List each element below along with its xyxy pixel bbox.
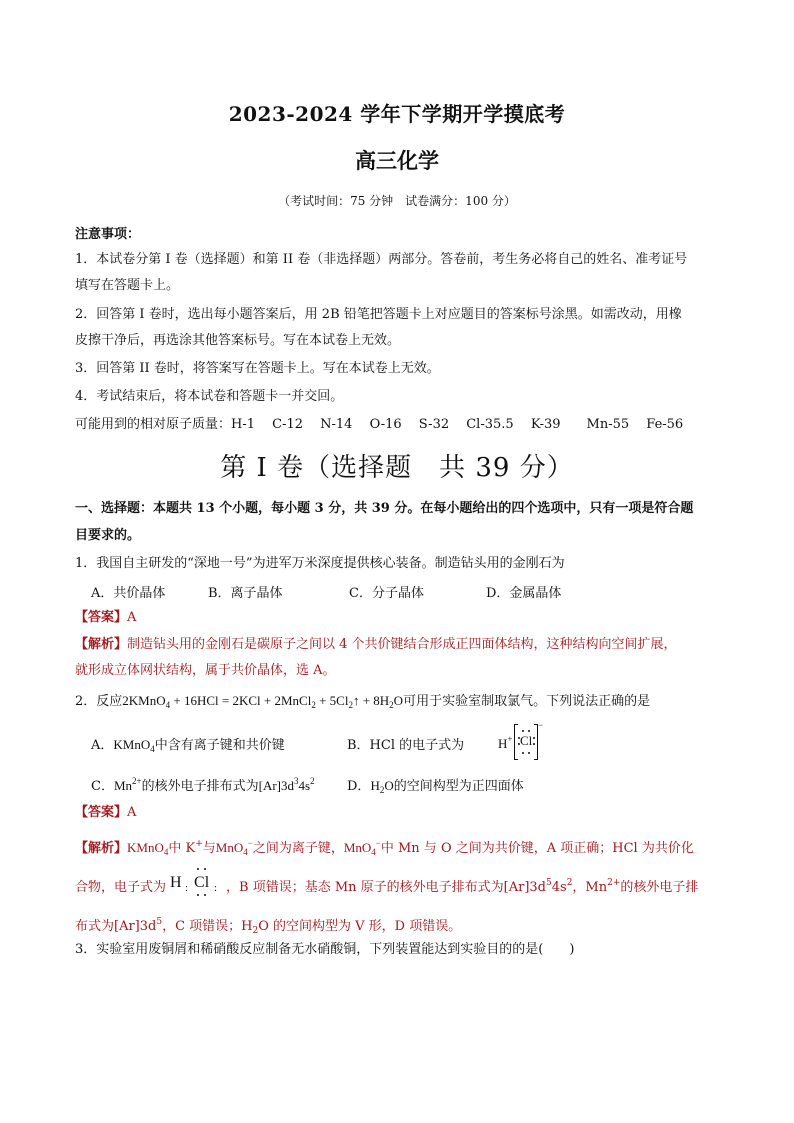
q2-option-d-formula: $H_2O$ xyxy=(370,778,394,795)
q2-equation: 2KMnO$_4$ + 16HCl = 2KCl + 2MnCl$_2$ + $5Cl_2↑ + 8H_2O$ xyxy=(122,693,404,710)
q2-option-c-ion: $Mn^{2+}$ xyxy=(113,776,142,793)
notes-item-4: 4．考试结束后，将本试卷和答题卡一并交回。 xyxy=(75,389,344,404)
q2-an3-a: 布式为[Ar]3d xyxy=(75,919,157,934)
notes-item-1a: 1．本试卷分第 I 卷（选择题）和第 II 卷（非选择题）两部分。答卷前，考生务必将自己的姓名、准考证号 xyxy=(75,252,688,267)
q2-option-a-prefix: A． xyxy=(91,738,114,753)
exam-title: 2023-2024 学年下学期开学摸底考 xyxy=(228,102,566,126)
q2-option-c-prefix: C． xyxy=(91,779,114,794)
q2-stem-prefix: 2．反应 xyxy=(75,694,123,709)
q2-an2-a: 合物，电子式为 xyxy=(75,880,167,895)
notes-heading: 注意事项： xyxy=(75,227,141,242)
q2-an3-c: O 的空间构型为 V 形，D 项错误。 xyxy=(258,919,462,934)
q3-stem: 3．实验室用废铜屑和稀硝酸反应制备无水硝酸铜，下列装置能达到实验目的的是( ) xyxy=(75,942,575,957)
q2-an2-d: ，Mn xyxy=(572,880,608,895)
q1-answer xyxy=(75,609,725,627)
q2-an2-b: ，B 项错误；基态 Mn 原子的核外电子排布式为[Ar]3d xyxy=(226,880,546,895)
q2-answer-tag: 【答案】 xyxy=(75,805,128,820)
q2-option-d xyxy=(347,775,524,795)
notes-item-2b: 皮擦干净后，再选涂其他答案标号。写在本试卷上无效。 xyxy=(75,333,401,348)
q1-option-b: B．离子晶体 xyxy=(208,586,283,601)
q2-an2-e: 的核外电子排 xyxy=(620,880,699,895)
q2-an1-c: 之间为离子键， xyxy=(252,841,344,856)
q2-an3-b: ，C 项错误；H xyxy=(162,919,253,934)
q2-an2-c: 4s xyxy=(551,880,567,895)
q2-stem xyxy=(75,692,725,714)
q2-option-a xyxy=(91,734,285,754)
q1-analysis-text-1: 制造钻头用的金刚石是碳原子之间以 4 个共价键结合形成正四面体结构，这种结构向空间扩展， xyxy=(127,637,677,652)
q1-option-c: C．分子晶体 xyxy=(349,586,424,601)
q1-answer-tag: 【答案】 xyxy=(75,610,128,625)
q2-an1-a: 中 K xyxy=(168,841,196,856)
q2-option-d-suffix: 的空间构型为正四面体 xyxy=(393,779,524,794)
q2-option-d-prefix: D． xyxy=(347,779,371,794)
section-title: 第 I 卷（选择题 共 39 分） xyxy=(220,453,574,483)
q1-answer-value: A xyxy=(127,610,137,625)
q1-option-d: D．金属晶体 xyxy=(486,586,562,601)
q2-analysis-2: 合物，电子式为 H : Cl : ，B 项错误；基态 Mn 原子的核外电子排布式为$[Ar]3d^54s^2$，$Mn^{2+}$的核外电子排 xyxy=(75,874,725,897)
q2-stem-suffix: 可用于实验室制取氯气。下列说法正确的是 xyxy=(403,694,651,709)
notes-item-1b: 填写在答题卡上。 xyxy=(75,278,180,293)
notes-item-2a: 2．回答第 I 卷时，选出每小题答案后，用 2B 铅笔把答题卡上对应题目的答案标号涂黑。如需改动，用橡 xyxy=(75,307,682,322)
section-instruction-2: 目要求的。 xyxy=(75,528,141,543)
q2-option-b-prefix: B．HCl 的电子式为 xyxy=(347,738,465,753)
q2-option-a-formula: KMnO$_4$ xyxy=(113,737,155,754)
q2-an1-d: 中 Mn 与 O 之间为共价键，A 项正确；HCl 为共价化 xyxy=(380,841,694,856)
q2-an-mno4-2: MnO$_4$− xyxy=(343,838,381,857)
q2-answer xyxy=(75,804,725,822)
section-instruction-1: 一、选择题：本题共 13 个小题，每小题 3 分，共 39 分。在每小题给出的四个选项中，只有一项是符合题 xyxy=(75,501,694,516)
q1-analysis-2: 就形成立体网状结构，属于共价晶体，选 A。 xyxy=(75,663,336,678)
q2-answer-value: A xyxy=(127,805,137,820)
exam-info: （考试时间：75 分钟 试卷满分：100 分） xyxy=(278,194,516,208)
q2-option-b xyxy=(347,734,464,753)
q2-option-c-mid: 的核外电子排布式为 xyxy=(141,779,259,794)
q2-option-c xyxy=(91,775,315,794)
atomic-masses: 可能用到的相对原子质量：H-1 C-12 N-14 O-16 S-32 Cl-35.5 K-39 Mn-55 Fe-56 xyxy=(75,417,684,432)
q2-option-a-suffix: 中含有离子键和共价键 xyxy=(154,738,285,753)
q2-analysis-tag: 【解析】 xyxy=(75,841,128,856)
q2-an-mno4-1: MnO$_4$− xyxy=(215,838,253,857)
q2-an-hcl-electron-formula: H : Cl : xyxy=(166,874,226,892)
q2-an-kmno4: KMnO$_4$ xyxy=(127,840,169,857)
q1-stem: 1．我国自主研发的“深地一号”为进军万米深度提供核心装备。制造钻头用的金刚石为 xyxy=(75,556,565,571)
notes-item-3: 3．回答第 II 卷时，将答案写在答题卡上。写在本试卷上无效。 xyxy=(75,361,440,376)
q2-analysis-3: 布式为$[Ar]3d^5$，C 项错误；$H_2O$ 的空间构型为 V 形，D 项错误。 xyxy=(75,917,462,936)
q1-analysis-1 xyxy=(75,636,725,654)
q2-option-c-config: $[Ar]3d^34s^2$ xyxy=(258,776,315,793)
q1-analysis-tag: 【解析】 xyxy=(75,637,128,652)
q2-an1-b: 与 xyxy=(202,841,216,856)
q1-option-a: A．共价晶体 xyxy=(91,586,166,601)
q2-analysis-1: 【解析】KMnO$_4$中 K+与MnO$_4$−之间为离子键，MnO$_4$−中 Mn 与 O 之间为共价键，A 项正确；HCl 为共价化 xyxy=(75,838,694,857)
q2-option-b-electron-formula: H+ − Cl xyxy=(498,722,534,762)
exam-subject: 高三化学 xyxy=(355,148,439,173)
